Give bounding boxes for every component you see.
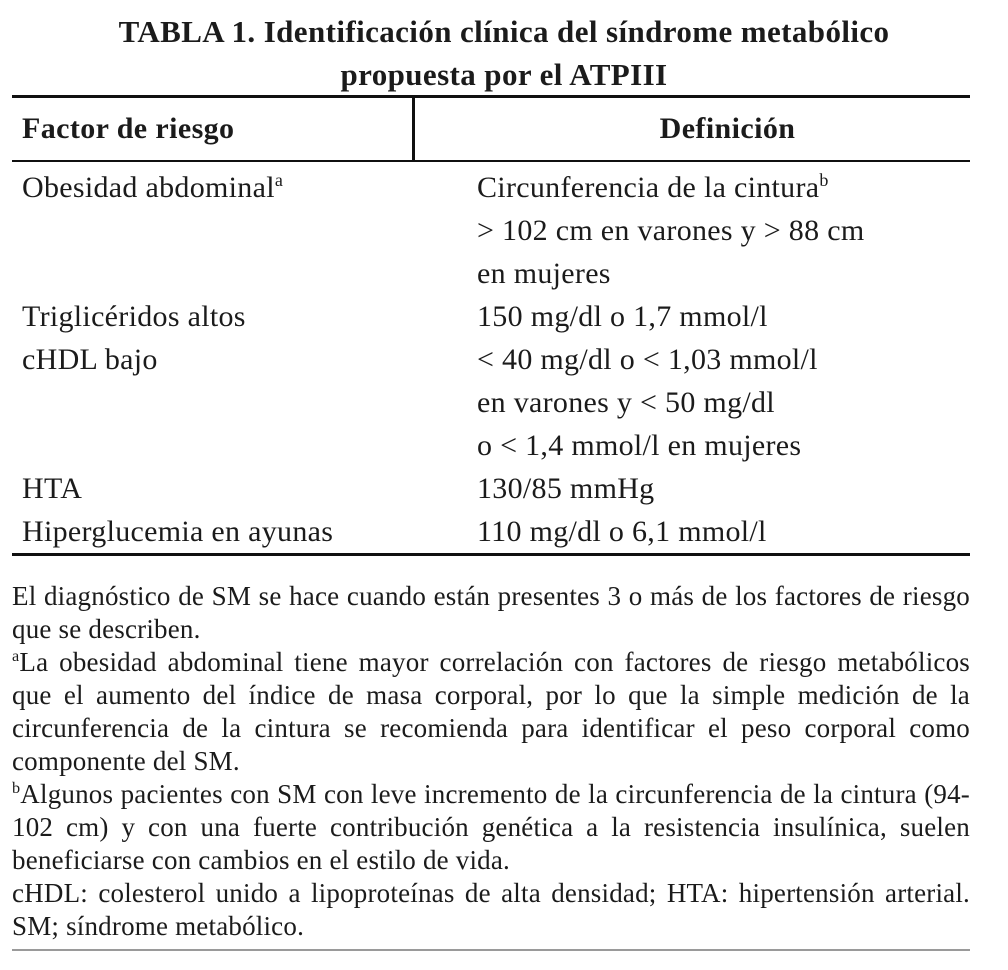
column-header-definition-label: Definición xyxy=(659,112,796,145)
table xyxy=(12,95,970,951)
definition-cell xyxy=(477,295,970,338)
definition-line: Circunferencia de la cintura$^b$ xyxy=(477,170,829,204)
footnote-abbreviations: cHDL: colesterol unido a lipoproteínas de alta densidad; HTA: hipertensión arterial. SM; síndrome metabólico. xyxy=(12,878,970,941)
factor-text: Triglicéridos altos xyxy=(22,300,246,333)
factor-cell xyxy=(12,338,477,467)
definition-line: o < 1,4 mmol/l en mujeres xyxy=(477,429,802,462)
footnote-a-text: La obesidad abdominal tiene mayor correlación con factores de riesgo metabólicos que el aumento del índice de masa corporal, por lo que la simple medición de la circunferencia de la cintura se recomienda para identificar el peso corporal como componente del SM. xyxy=(12,647,970,776)
definition-cell xyxy=(477,467,970,510)
definition-line: 130/85 mmHg xyxy=(477,472,655,505)
definition-cell xyxy=(477,510,970,553)
footnote-diagnosis: El diagnóstico de SM se hace cuando están presentes 3 o más de los factores de riesgo que se describen. xyxy=(12,581,970,644)
factor-cell xyxy=(12,295,477,338)
table-row-chdl xyxy=(12,338,970,467)
definition-line: en varones y < 50 mg/dl xyxy=(477,386,775,419)
column-header-definition xyxy=(415,98,970,160)
table-row-trigliceridos xyxy=(12,295,970,338)
definition-cell xyxy=(477,338,970,467)
footnote-marker-a: a xyxy=(12,647,20,665)
table-row-obesidad xyxy=(12,166,970,295)
definition-line: 150 mg/dl o 1,7 mmol/l xyxy=(477,300,768,333)
column-header-factor xyxy=(12,98,415,160)
column-header-factor-label: Factor de riesgo xyxy=(22,112,235,145)
table-title-line1: TABLA 1. Identificación clínica del síndrome metabólico xyxy=(118,14,890,49)
table-footnotes xyxy=(12,580,970,943)
table-header-row xyxy=(12,98,970,160)
definition-cell xyxy=(477,166,970,295)
factor-cell xyxy=(12,467,477,510)
factor-text: Hiperglucemia en ayunas xyxy=(22,515,334,548)
factor-text: cHDL bajo xyxy=(22,343,158,376)
definition-line: 110 mg/dl o 6,1 mmol/l xyxy=(477,515,767,548)
factor-text: HTA xyxy=(22,472,83,505)
definition-line: < 40 mg/dl o < 1,03 mmol/l xyxy=(477,343,818,376)
footnote-marker-b: b xyxy=(12,779,21,797)
factor-cell xyxy=(12,166,477,295)
page-bottom-rule xyxy=(12,949,970,951)
table-title xyxy=(0,0,1008,95)
table-body xyxy=(12,162,970,553)
footnote-b xyxy=(12,778,970,877)
table-row-hiperglucemia xyxy=(12,510,970,553)
footnote-marker-b-ref: b xyxy=(819,170,829,190)
factor-cell xyxy=(12,510,477,553)
table-row-hta xyxy=(12,467,970,510)
factor-text: Obesidad abdominal$^a$ xyxy=(22,170,284,204)
definition-line: en mujeres xyxy=(477,257,611,290)
table-title-line2: propuesta por el ATPIII xyxy=(340,57,668,92)
footnote-b-text: Algunos pacientes con SM con leve incremento de la circunferencia de la cintura (94-102 cm) y con una fuerte contribución genética a la resistencia insulínica, suelen beneficiarse con cambios en el estilo de vida. xyxy=(12,779,970,875)
footnote-marker-a-ref: a xyxy=(274,170,284,190)
table-bottom-rule xyxy=(12,553,970,556)
definition-line: > 102 cm en varones y > 88 cm xyxy=(477,214,865,247)
footnote-a xyxy=(12,646,970,778)
